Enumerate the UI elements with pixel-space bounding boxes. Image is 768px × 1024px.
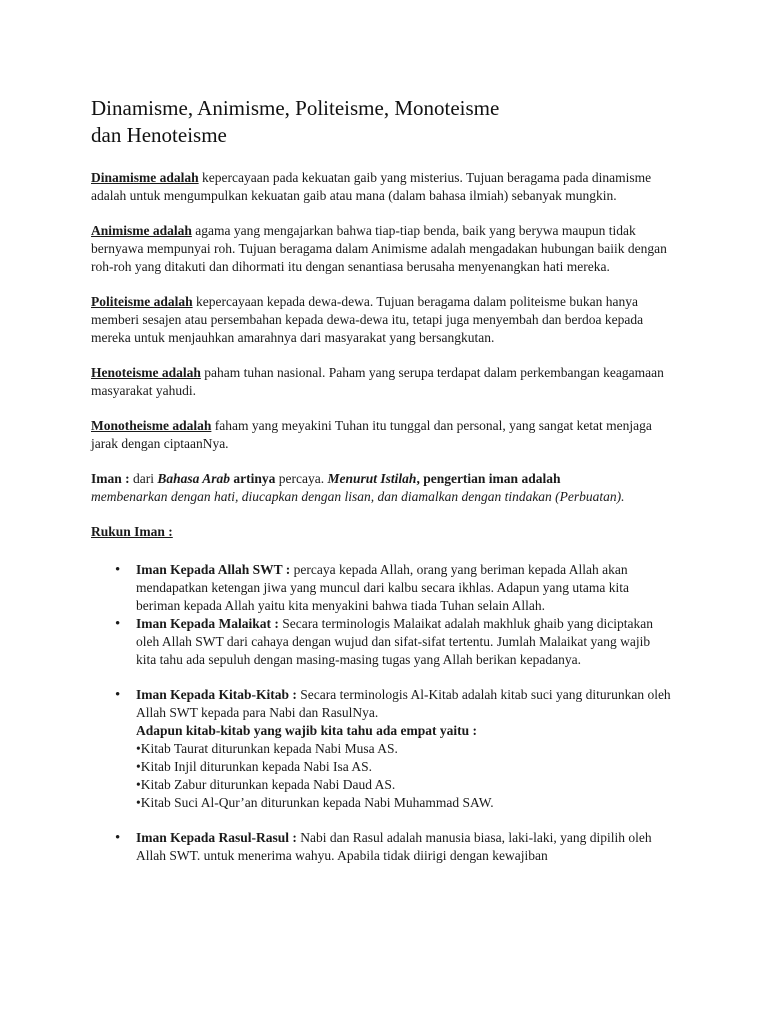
definition-text: kepercayaan kepada dewa-dewa. Tujuan beragama dalam politeisme bukan hanya memberi sesajen atau persembahan kepada dewa-dewa itu, tetapi juga menyembah dan berdoa kepada mereka untuk menjauhkan amarahnya dari masyarakat yang bersangkutan. (91, 294, 644, 345)
iman-label: Iman : (91, 471, 130, 486)
kitab-injil: •Kitab Injil diturunkan kepada Nabi Isa AS. (136, 759, 373, 774)
definition-term: Dinamisme adalah (91, 170, 199, 185)
rukun-item-label: Iman Kepada Malaikat : (136, 616, 279, 631)
definition-text: kepercayaan pada kekuatan gaib yang misterius. Tujuan beragama pada dinamisme adalah untuk mengumpulkan kekuatan gaib atau mana (dalam bahasa ilmiah) sebanyak mungkin. (91, 170, 652, 203)
definition-text: faham yang meyakini Tuhan itu tunggal dan personal, yang sangat ketat menjaga jarak dengan ciptaanNya. (91, 418, 652, 451)
iman-dari: dari (129, 471, 158, 486)
rukun-item-text: Secara terminologis Malaikat adalah makhluk ghaib yang diciptakan oleh Allah SWT dari cahaya dengan wujud dan sifat-sifat tertentu. Jumlah Malaikat yang wajib kita tahu ada sepuluh dengan masing-masing tugas yang Allah berikan kepadanya. (136, 616, 654, 667)
iman-percaya: percaya. (275, 471, 328, 486)
iman-definition (91, 470, 672, 506)
kitab-taurat: •Kitab Taurat diturunkan kepada Nabi Musa AS. (136, 741, 398, 756)
rukun-item-allah (91, 561, 672, 615)
definition-dinamisme (91, 169, 672, 205)
definition-text: paham tuhan nasional. Paham yang serupa terdapat dalam perkembangan keagamaan masyarakat yahudi. (91, 365, 664, 398)
title-line-1: Dinamisme, Animisme, Politeisme, Monoteisme (91, 96, 500, 120)
rukun-item-kitab (91, 686, 672, 812)
rukun-item-text: Secara terminologis Al-Kitab adalah kitab suci yang diturunkan oleh Allah SWT kepada para Nabi dan RasulNya. (136, 687, 671, 720)
definition-animisme (91, 222, 672, 276)
rukun-iman-heading: Rukun Iman : (91, 524, 173, 539)
rukun-item-rasul (91, 829, 672, 865)
rukun-item-label: Iman Kepada Kitab-Kitab : (136, 687, 297, 702)
rukun-item-label: Iman Kepada Rasul-Rasul : (136, 830, 297, 845)
iman-artinya: artinya (230, 471, 276, 486)
page-title (91, 95, 672, 149)
kitab-zabur: •Kitab Zabur diturunkan kepada Nabi Daud AS. (136, 777, 396, 792)
definition-politeisme (91, 293, 672, 347)
iman-pengertian: , pengertian iman adalah (416, 471, 561, 486)
definition-term: Monotheisme adalah (91, 418, 212, 433)
rukun-item-text: percaya kepada Allah, orang yang beriman kepada Allah akan mendapatkan ketengan jiwa yang muncul dari kalbu secara ikhlas. Adapun yang utama kita beriman kepada Allah yaitu kita menyakini bahwa tiada Tuhan selain Allah. (136, 562, 629, 613)
rukun-item-malaikat (91, 615, 672, 669)
definition-text: agama yang mengajarkan bahwa tiap-tiap benda, baik yang berywa maupun tidak bernyawa mempunyai roh. Tujuan beragama dalam Animisme adalah mengadakan hubungan baiik dengan roh-roh yang ditakuti dan dihormati itu dengan senantiasa berusaha menyenangkan hati mereka. (91, 223, 667, 274)
rukun-item-label: Iman Kepada Allah SWT : (136, 562, 291, 577)
definition-term: Animisme adalah (91, 223, 192, 238)
kitab-subheading: Adapun kitab-kitab yang wajib kita tahu ada empat yaitu : (136, 723, 477, 738)
definition-monotheisme (91, 417, 672, 453)
definition-term: Henoteisme adalah (91, 365, 201, 380)
iman-definition-text: membenarkan dengan hati, diucapkan dengan lisan, dan diamalkan dengan tindakan (Perbuatan). (91, 489, 625, 504)
kitab-quran: •Kitab Suci Al-Qur’an diturunkan kepada Nabi Muhammad SAW. (136, 795, 494, 810)
title-line-2: dan Henoteisme (91, 123, 227, 147)
rukun-iman-list (91, 561, 672, 865)
definition-henoteisme (91, 364, 672, 400)
iman-menurut-istilah: Menurut Istilah (327, 471, 417, 486)
definition-term: Politeisme adalah (91, 294, 193, 309)
rukun-item-text: Nabi dan Rasul adalah manusia biasa, laki-laki, yang dipilih oleh Allah SWT. untuk menerima wahyu. Apabila tidak diirigi dengan kewajiban (136, 830, 652, 863)
iman-bahasa-arab: Bahasa Arab (157, 471, 231, 486)
